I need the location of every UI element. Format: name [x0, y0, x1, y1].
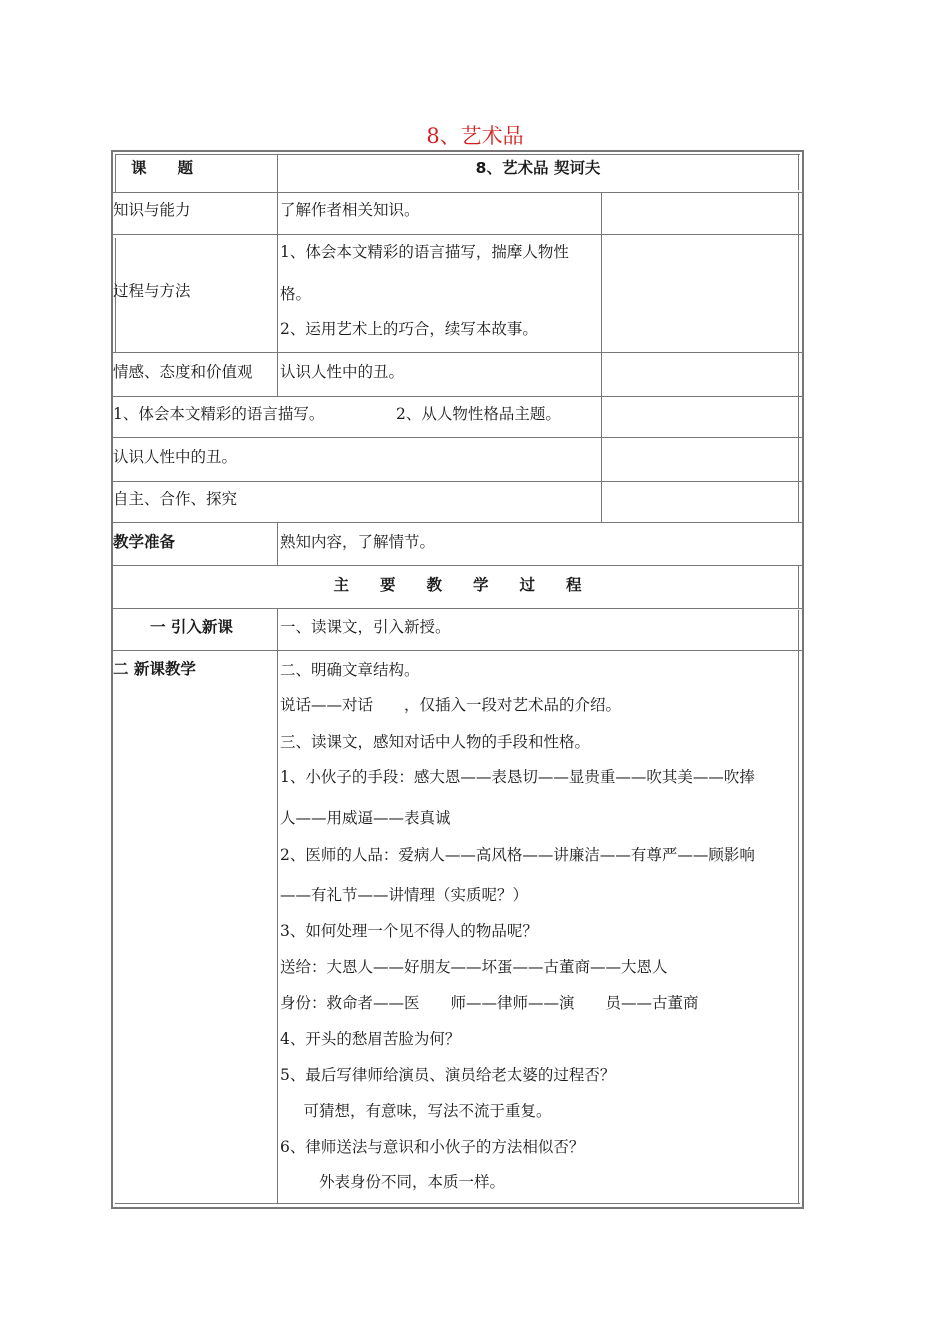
- page-title: 8、艺术品: [426, 124, 524, 148]
- step2-line: ——有礼节——讲情理（实质呢？）: [280, 886, 529, 904]
- step2-line: 身份：救命者——医 师——律师——演 员——古董商: [280, 994, 699, 1012]
- step2-line: 人——用威逼——表真诚: [280, 809, 451, 827]
- step1-value: 一、读课文，引入新授。: [280, 618, 451, 636]
- step2-line: 三、读课文，感知对话中人物的手段和性格。: [280, 733, 591, 751]
- step2-line: 3、如何处理一个见不得人的物品呢？: [280, 922, 538, 940]
- row-divider: [113, 522, 802, 523]
- knowledge-label: 知识与能力: [113, 201, 191, 219]
- process-header: 主 要 教 学 过 程: [333, 576, 582, 594]
- process-label: 过程与方法: [113, 282, 191, 300]
- row-divider: [113, 437, 802, 438]
- difficulty-text: 认识人性中的丑。: [113, 448, 238, 466]
- method-text: 自主、合作、探究: [113, 490, 238, 508]
- table-border: [111, 150, 804, 152]
- row-divider: [113, 650, 802, 651]
- column-divider: [277, 192, 278, 396]
- row-divider: [113, 352, 802, 353]
- emotion-label: 情感、态度和价值观: [113, 363, 253, 381]
- step2-line: 2、医师的人品：爱病人——高风格——讲廉洁——有尊严——顾影响: [280, 846, 755, 864]
- column-divider: [798, 154, 799, 190]
- topic-value: 8、艺术品 契诃夫: [475, 159, 601, 177]
- row-divider: [113, 396, 802, 397]
- row-divider: [115, 154, 800, 155]
- emotion-value: 认识人性中的丑。: [280, 363, 405, 381]
- row-divider: [113, 565, 802, 566]
- row-divider: [113, 234, 802, 235]
- column-divider: [798, 610, 799, 1203]
- step2-line: 4、开头的愁眉苦脸为何？: [280, 1030, 461, 1048]
- step2-line: 5、最后写律师给演员、演员给老太婆的过程否？: [280, 1066, 616, 1084]
- step2-line: 二、明确文章结构。: [280, 661, 420, 679]
- key-point: 2、从人物性格品主题。: [396, 405, 561, 423]
- step2-label: 二 新课教学: [113, 660, 196, 678]
- column-divider: [115, 154, 116, 192]
- key-point: 1、体会本文精彩的语言描写。: [113, 405, 325, 423]
- step2-line: 6、律师送法与意识和小伙子的方法相似否？: [280, 1138, 585, 1156]
- row-divider: [115, 1203, 800, 1204]
- process-line: 格。: [280, 285, 312, 303]
- knowledge-value: 了解作者相关知识。: [280, 201, 420, 219]
- column-divider: [798, 192, 799, 522]
- prep-label: 教学准备: [113, 533, 176, 551]
- row-divider: [113, 608, 802, 609]
- table-border: [802, 150, 804, 1209]
- column-divider: [277, 608, 278, 1203]
- table-border: [111, 150, 113, 1209]
- row-divider: [113, 192, 802, 193]
- step2-line: 送给：大恩人——好朋友——坏蛋——古董商——大恩人: [280, 958, 668, 976]
- row-divider: [113, 481, 802, 482]
- table-border: [111, 1207, 804, 1209]
- step2-line: 可猜想，有意味，写法不流于重复。: [288, 1102, 552, 1120]
- process-line: 2、运用艺术上的巧合，续写本故事。: [280, 320, 538, 338]
- prep-value: 熟知内容，了解情节。: [280, 533, 436, 551]
- step2-line: 外表身份不同，本质一样。: [288, 1173, 506, 1191]
- topic-label: 课 题: [131, 159, 194, 177]
- step1-label: 一 引入新课: [150, 618, 233, 636]
- column-divider: [277, 522, 278, 565]
- column-divider: [601, 192, 602, 522]
- process-line: 1、体会本文精彩的语言描写，揣摩人物性: [280, 243, 569, 261]
- step2-line: 说话——对话 ，仅插入一段对艺术品的介绍。: [280, 696, 622, 714]
- step2-line: 1、小伙子的手段：感大恩——表恳切——显贵重——吹其美——吹捧: [280, 768, 755, 786]
